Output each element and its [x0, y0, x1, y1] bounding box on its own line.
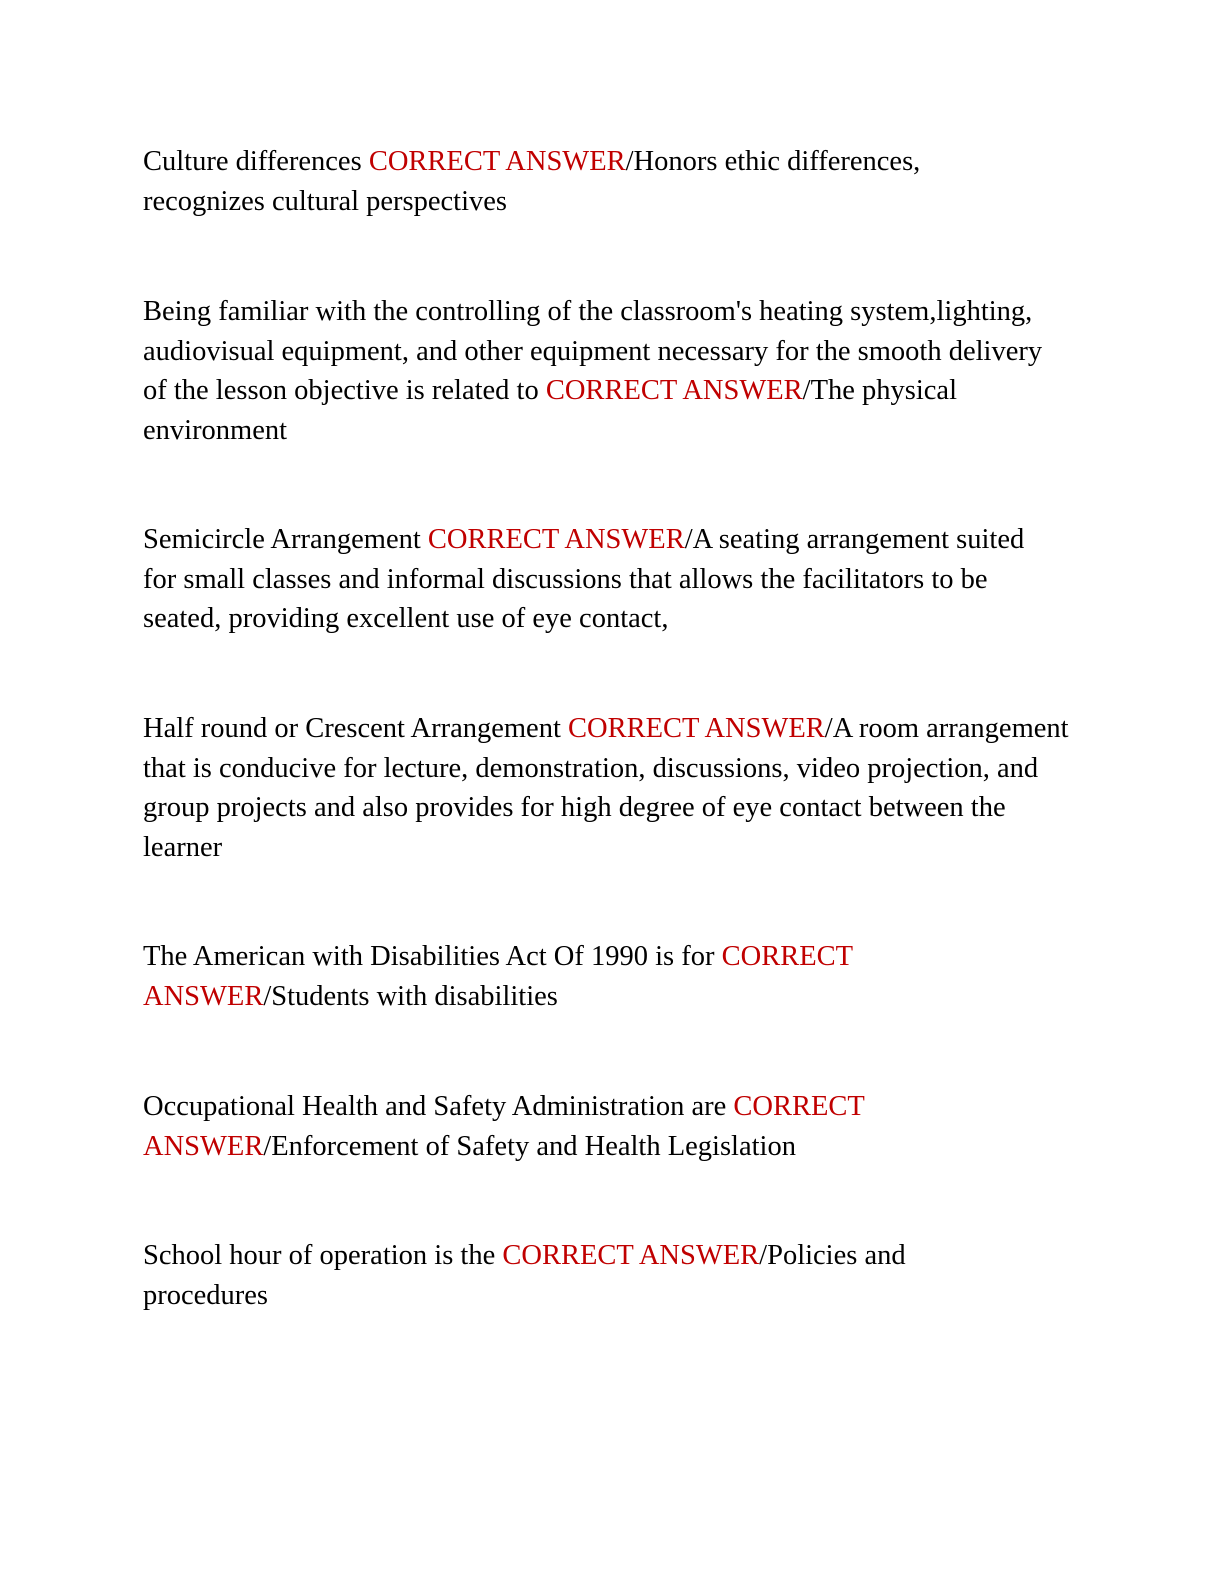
question-text: School hour of operation is the — [143, 1240, 496, 1271]
question-text: Being familiar with the controlling of the classroom's heating system,lighting, audiovisual equipment, and other equipment necessary for the smooth delivery of the lesson objective is related to — [143, 296, 1043, 407]
qa-entry-disabilities-act — [143, 937, 953, 1016]
question-text: Semicircle Arrangement — [143, 524, 421, 555]
question-text: Half round or Crescent Arrangement — [143, 713, 561, 744]
question-text: Culture differences — [143, 146, 362, 177]
answer-text: /Honors ethic differences, recognizes cultural perspectives — [143, 146, 921, 217]
qa-entry-school-hours — [143, 1236, 1023, 1315]
answer-text: /Students with disabilities — [263, 980, 558, 1012]
answer-text: /Enforcement of Safety and Health Legislation — [263, 1130, 796, 1162]
question-text: Occupational Health and Safety Administration are — [143, 1091, 727, 1122]
correct-answer-label: CORRECT ANSWER — [143, 941, 853, 1012]
correct-answer-label: CORRECT ANSWER — [545, 375, 803, 407]
correct-answer-label: CORRECT ANSWER — [368, 146, 626, 177]
qa-entry-culture-differences — [143, 142, 1023, 221]
question-text: The American with Disabilities Act Of 1990 is for — [143, 941, 715, 972]
answer-text: /A room arrangement that is conducive for lecture, demonstration, discussions, video projection, and group projects and also provides for high degree of eye contact between the learner — [143, 713, 1069, 863]
correct-answer-label: CORRECT ANSWER — [427, 524, 685, 555]
answer-text: /A seating arrangement suited for small classes and informal discussions that allows the facilitators to be seated, providing excellent use of eye contact, — [143, 524, 1025, 635]
qa-entry-osha — [143, 1087, 963, 1166]
correct-answer-label: CORRECT ANSWER — [502, 1240, 760, 1271]
answer-text: /The physical environment — [143, 375, 957, 446]
qa-entry-semicircle-arrangement — [143, 520, 1058, 639]
answer-text: /Policies and procedures — [143, 1240, 906, 1311]
correct-answer-label: CORRECT ANSWER — [567, 713, 825, 744]
qa-entry-physical-environment — [143, 292, 1058, 450]
correct-answer-label: CORRECT ANSWER — [143, 1091, 865, 1162]
qa-entry-crescent-arrangement — [143, 709, 1083, 867]
